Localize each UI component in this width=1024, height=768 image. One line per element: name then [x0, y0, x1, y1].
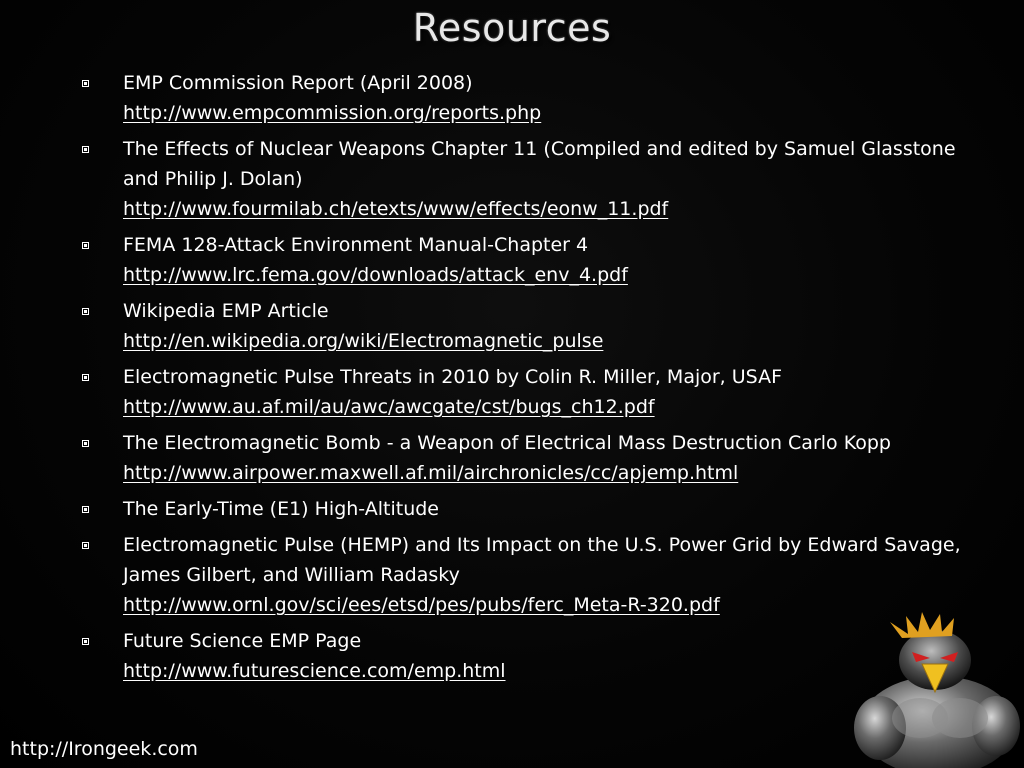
resource-title: Future Science EMP Page — [123, 630, 362, 652]
list-item — [76, 296, 976, 356]
square-bullet-icon — [82, 80, 89, 87]
footer-url: http://Irongeek.com — [10, 738, 198, 760]
slide-title: Resources — [412, 6, 612, 50]
resource-list — [76, 68, 976, 692]
square-bullet-icon — [82, 638, 89, 645]
square-bullet-icon — [82, 506, 89, 513]
list-item — [76, 68, 976, 128]
resource-title: Electromagnetic Pulse (HEMP) and Its Impact on the U.S. Power Grid by Edward Savage, James Gilbert, and William Radasky — [123, 534, 961, 586]
resource-link[interactable]: http://www.empcommission.org/reports.php — [123, 102, 542, 124]
resource-link[interactable]: http://www.ornl.gov/sci/ees/etsd/pes/pubs/ferc_Meta-R-320.pdf — [123, 594, 720, 616]
square-bullet-icon — [82, 374, 89, 381]
resource-title: FEMA 128-Attack Environment Manual-Chapter 4 — [123, 234, 589, 256]
square-bullet-icon — [82, 146, 89, 153]
resource-link[interactable]: http://en.wikipedia.org/wiki/Electromagnetic_pulse — [123, 330, 604, 352]
resource-title: Electromagnetic Pulse Threats in 2010 by Colin R. Miller, Major, USAF — [123, 366, 782, 388]
resource-link[interactable]: http://www.fourmilab.ch/etexts/www/effects/eonw_11.pdf — [123, 198, 669, 220]
square-bullet-icon — [82, 242, 89, 249]
square-bullet-icon — [82, 542, 89, 549]
resource-link[interactable]: http://www.lrc.fema.gov/downloads/attack_env_4.pdf — [123, 264, 628, 286]
resource-title: EMP Commission Report (April 2008) — [123, 72, 473, 94]
list-item — [76, 362, 976, 422]
list-item — [76, 494, 976, 524]
resource-title: The Effects of Nuclear Weapons Chapter 11 (Compiled and edited by Samuel Glasstone and Philip J. Dolan) — [123, 138, 956, 190]
list-item — [76, 626, 976, 686]
irongeek-penguin-mascot-icon — [850, 608, 1020, 768]
resource-title: Wikipedia EMP Article — [123, 300, 329, 322]
square-bullet-icon — [82, 440, 89, 447]
resource-title: The Electromagnetic Bomb - a Weapon of Electrical Mass Destruction Carlo Kopp — [123, 432, 891, 454]
list-item — [76, 134, 976, 224]
list-item — [76, 230, 976, 290]
resource-link[interactable]: http://www.futurescience.com/emp.html — [123, 660, 506, 682]
square-bullet-icon — [82, 308, 89, 315]
list-item — [76, 530, 976, 620]
resource-link[interactable]: http://www.airpower.maxwell.af.mil/airchronicles/cc/apjemp.html — [123, 462, 739, 484]
resource-link[interactable]: http://www.au.af.mil/au/awc/awcgate/cst/bugs_ch12.pdf — [123, 396, 655, 418]
list-item — [76, 428, 976, 488]
resource-title: The Early-Time (E1) High-Altitude — [123, 498, 439, 520]
